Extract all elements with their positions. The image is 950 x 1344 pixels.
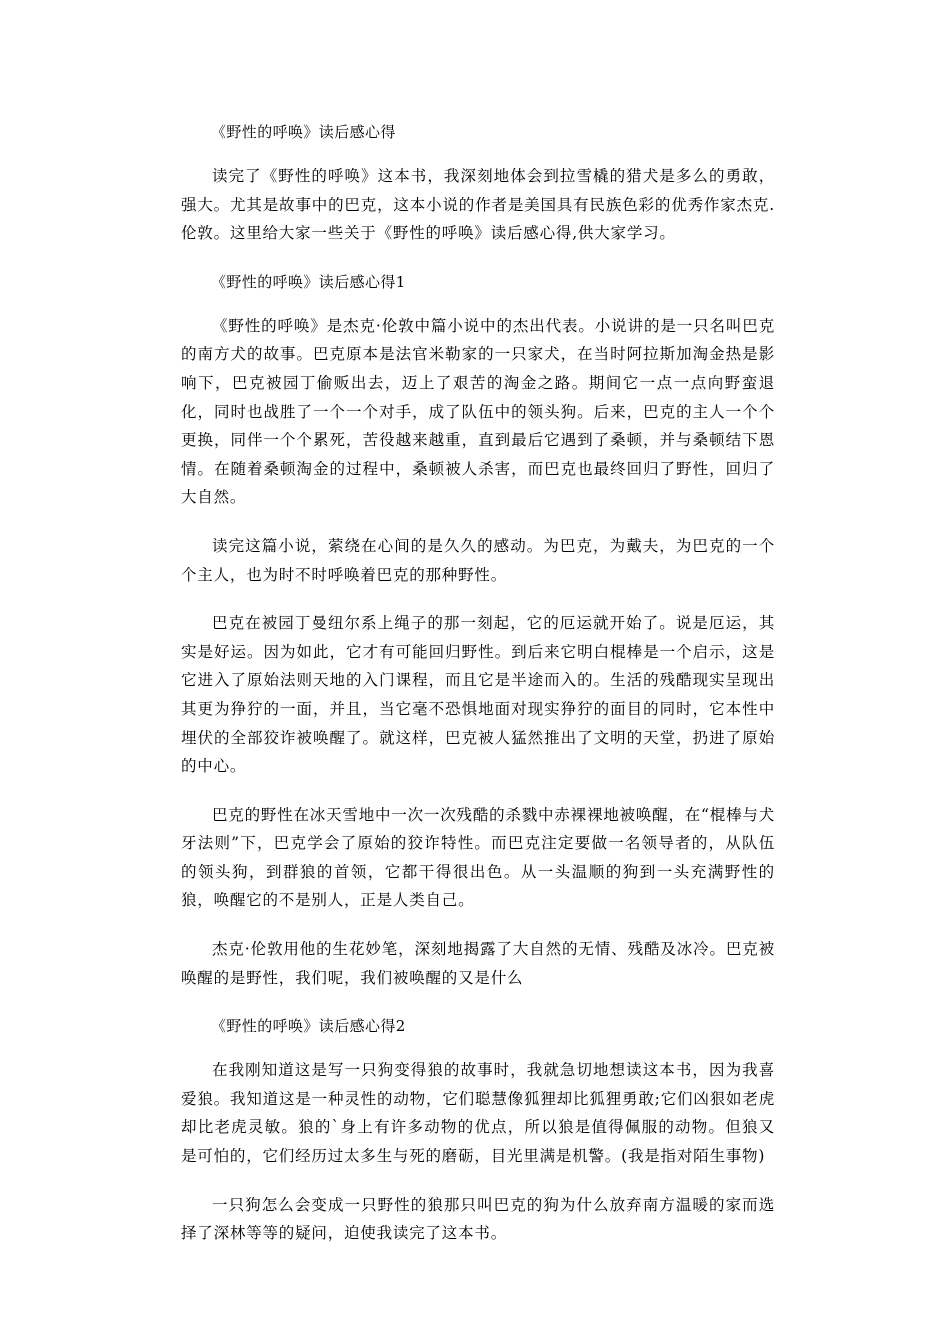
section-1-paragraph: 读完这篇小说，萦绕在心间的是久久的感动。为巴克，为戴夫，为巴克的一个个主人，也为时不时呼唤着巴克的那种野性。 (181, 536, 775, 584)
document-title: 《野性的呼唤》读后感心得 (211, 123, 396, 141)
section-2-paragraph: 一只狗怎么会变成一只野性的狼那只叫巴克的狗为什么放弃南方温暖的家而选择了深林等等的疑问，迫使我读完了这本书。 (181, 1195, 775, 1243)
section-2-paragraph: 在我刚知道这是写一只狗变得狼的故事时，我就急切地想读这本书，因为我喜爱狼。我知道这是一种灵性的动物，它们聪慧像狐狸却比狐狸勇敢;它们凶狠如老虎却比老虎灵敏。狼的`身上有许多动物的优点，所以狼是值得佩服的动物。但狼又是可怕的，它们经历过太多生与死的磨砺，目光里满是机警。(我是指对陌生事物) (181, 1061, 775, 1166)
intro-paragraph: 读完了《野性的呼唤》这本书，我深刻地体会到拉雪橇的猎犬是多么的勇敢，强大。尤其是故事中的巴克，这本小说的作者是美国具有民族色彩的优秀作家杰克.伦敦。这里给大家一些关于《野性的呼唤》读后感心得,供大家学习。 (181, 167, 775, 243)
section-1-paragraph: 巴克在被园丁曼纽尔系上绳子的那一刻起，它的厄运就开始了。说是厄运，其实是好运。因为如此，它才有可能回归野性。到后来它明白棍棒是一个启示，这是它进入了原始法则天地的入门课程，而且它是半途而入的。生活的残酷现实呈现出其更为狰狞的一面，并且，当它毫不恐惧地面对现实狰狞的面目的同时，它本性中埋伏的全部狡诈被唤醒了。就这样，巴克被人猛然推出了文明的天堂，扔进了原始的中心。 (181, 614, 775, 776)
section-1-paragraph: 《野性的呼唤》是杰克·伦敦中篇小说中的杰出代表。小说讲的是一只名叫巴克的南方犬的故事。巴克原本是法官米勒家的一只家犬，在当时阿拉斯加淘金热是影响下，巴克被园丁偷贩出去，迈上了艰苦的淘金之路。期间它一点一点向野蛮退化，同时也战胜了一个一个对手，成了队伍中的领头狗。后来，巴克的主人一个个更换，同伴一个个累死，苦役越来越重，直到最后它遇到了桑顿，并与桑顿结下恩情。在随着桑顿淘金的过程中，桑顿被人杀害，而巴克也最终回归了野性，回归了大自然。 (181, 316, 775, 507)
section-1-paragraph: 杰克·伦敦用他的生花妙笔，深刻地揭露了大自然的无情、残酷及冰冷。巴克被唤醒的是野性，我们呢，我们被唤醒的又是什么 (181, 940, 775, 987)
section-2-heading: 《野性的呼唤》读后感心得2 (211, 1017, 406, 1036)
section-1-heading: 《野性的呼唤》读后感心得1 (211, 272, 406, 291)
document-body (181, 118, 775, 1268)
section-1-paragraph: 巴克的野性在冰天雪地中一次一次残酷的杀戮中赤裸裸地被唤醒，在“棍棒与犬牙法则”下，巴克学会了原始的狡诈特性。而巴克注定要做一名领导者的，从队伍的领头狗，到群狼的首领，它都干得很出色。从一头温顺的狗到一头充满野性的狼，唤醒它的不是别人，正是人类自己。 (181, 805, 775, 910)
